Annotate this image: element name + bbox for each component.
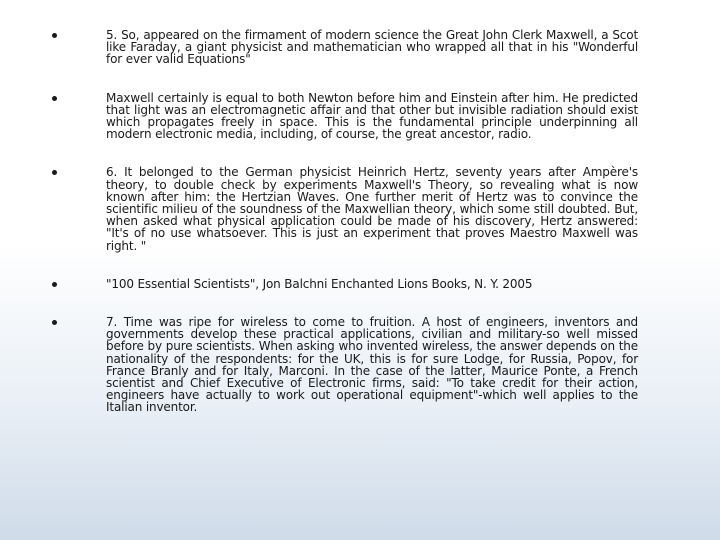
bullet-text: Maxwell certainly is equal to both Newton before him and Einstein after him. He predicted that light was an electromagnetic affair and that other but invisible radiation should exist which propagates freely in space. This is the fundamental principle underpinning all modern electronic media, including, of course, the great ancestor, radio.: [106, 90, 638, 142]
bullet-text: 7. Time was ripe for wireless to come to fruition. A host of engineers, inventors and governments develop these practical applications, civilian and military-so well missed before by pure scientists. When asking who invented wireless, the answer depends on the nationality of the respondents: for the UK, this is for sure Lodge, for Russia, Popov, for France Branly and for Italy, Marconi. In the case of the latter, Maurice Ponte, a French scientist and Chief Executive of Electronic firms, said: "To take credit for their action, engineers have actually to work out operational equipment"-which well applies to the Italian inventor.: [106, 315, 638, 415]
bullet-text: 5. So, appeared on the firmament of modern science the Great John Clerk Maxwell, a Scot like Faraday, a giant physicist and mathematician who wrapped all that in his "Wonderful for ever valid Equations": [106, 28, 638, 67]
bullet-item-maxwell-intro: [52, 29, 638, 66]
bullet-dot-icon: [52, 33, 57, 38]
bullet-item-maxwell-legacy: [52, 92, 638, 141]
bullet-list: [52, 29, 638, 440]
bullet-dot-icon: [52, 282, 57, 287]
bullet-text: 6. It belonged to the German physicist Heinrich Hertz, seventy years after Ampère's theory, to double check by experiments Maxwell's Theory, so revealing what is now known after him: the Hertzian Waves. One further merit of Hertz was to convince the scientific milieu of the soundness of the Maxwellian theory, which some still doubted. But, when asked what physical application could be made of his discovery, Hertz answered: "It's of no use whatsoever. This is just an experiment that proves Maestro Maxwell was right. ": [106, 165, 638, 253]
bullet-dot-icon: [52, 170, 57, 175]
bullet-dot-icon: [52, 320, 57, 325]
bullet-dot-icon: [52, 96, 57, 101]
bullet-item-wireless: [52, 316, 638, 414]
bullet-text: "100 Essential Scientists", Jon Balchni Enchanted Lions Books, N. Y. 2005: [106, 276, 533, 291]
bullet-item-hertz: [52, 166, 638, 251]
bullet-item-citation: [52, 278, 638, 290]
